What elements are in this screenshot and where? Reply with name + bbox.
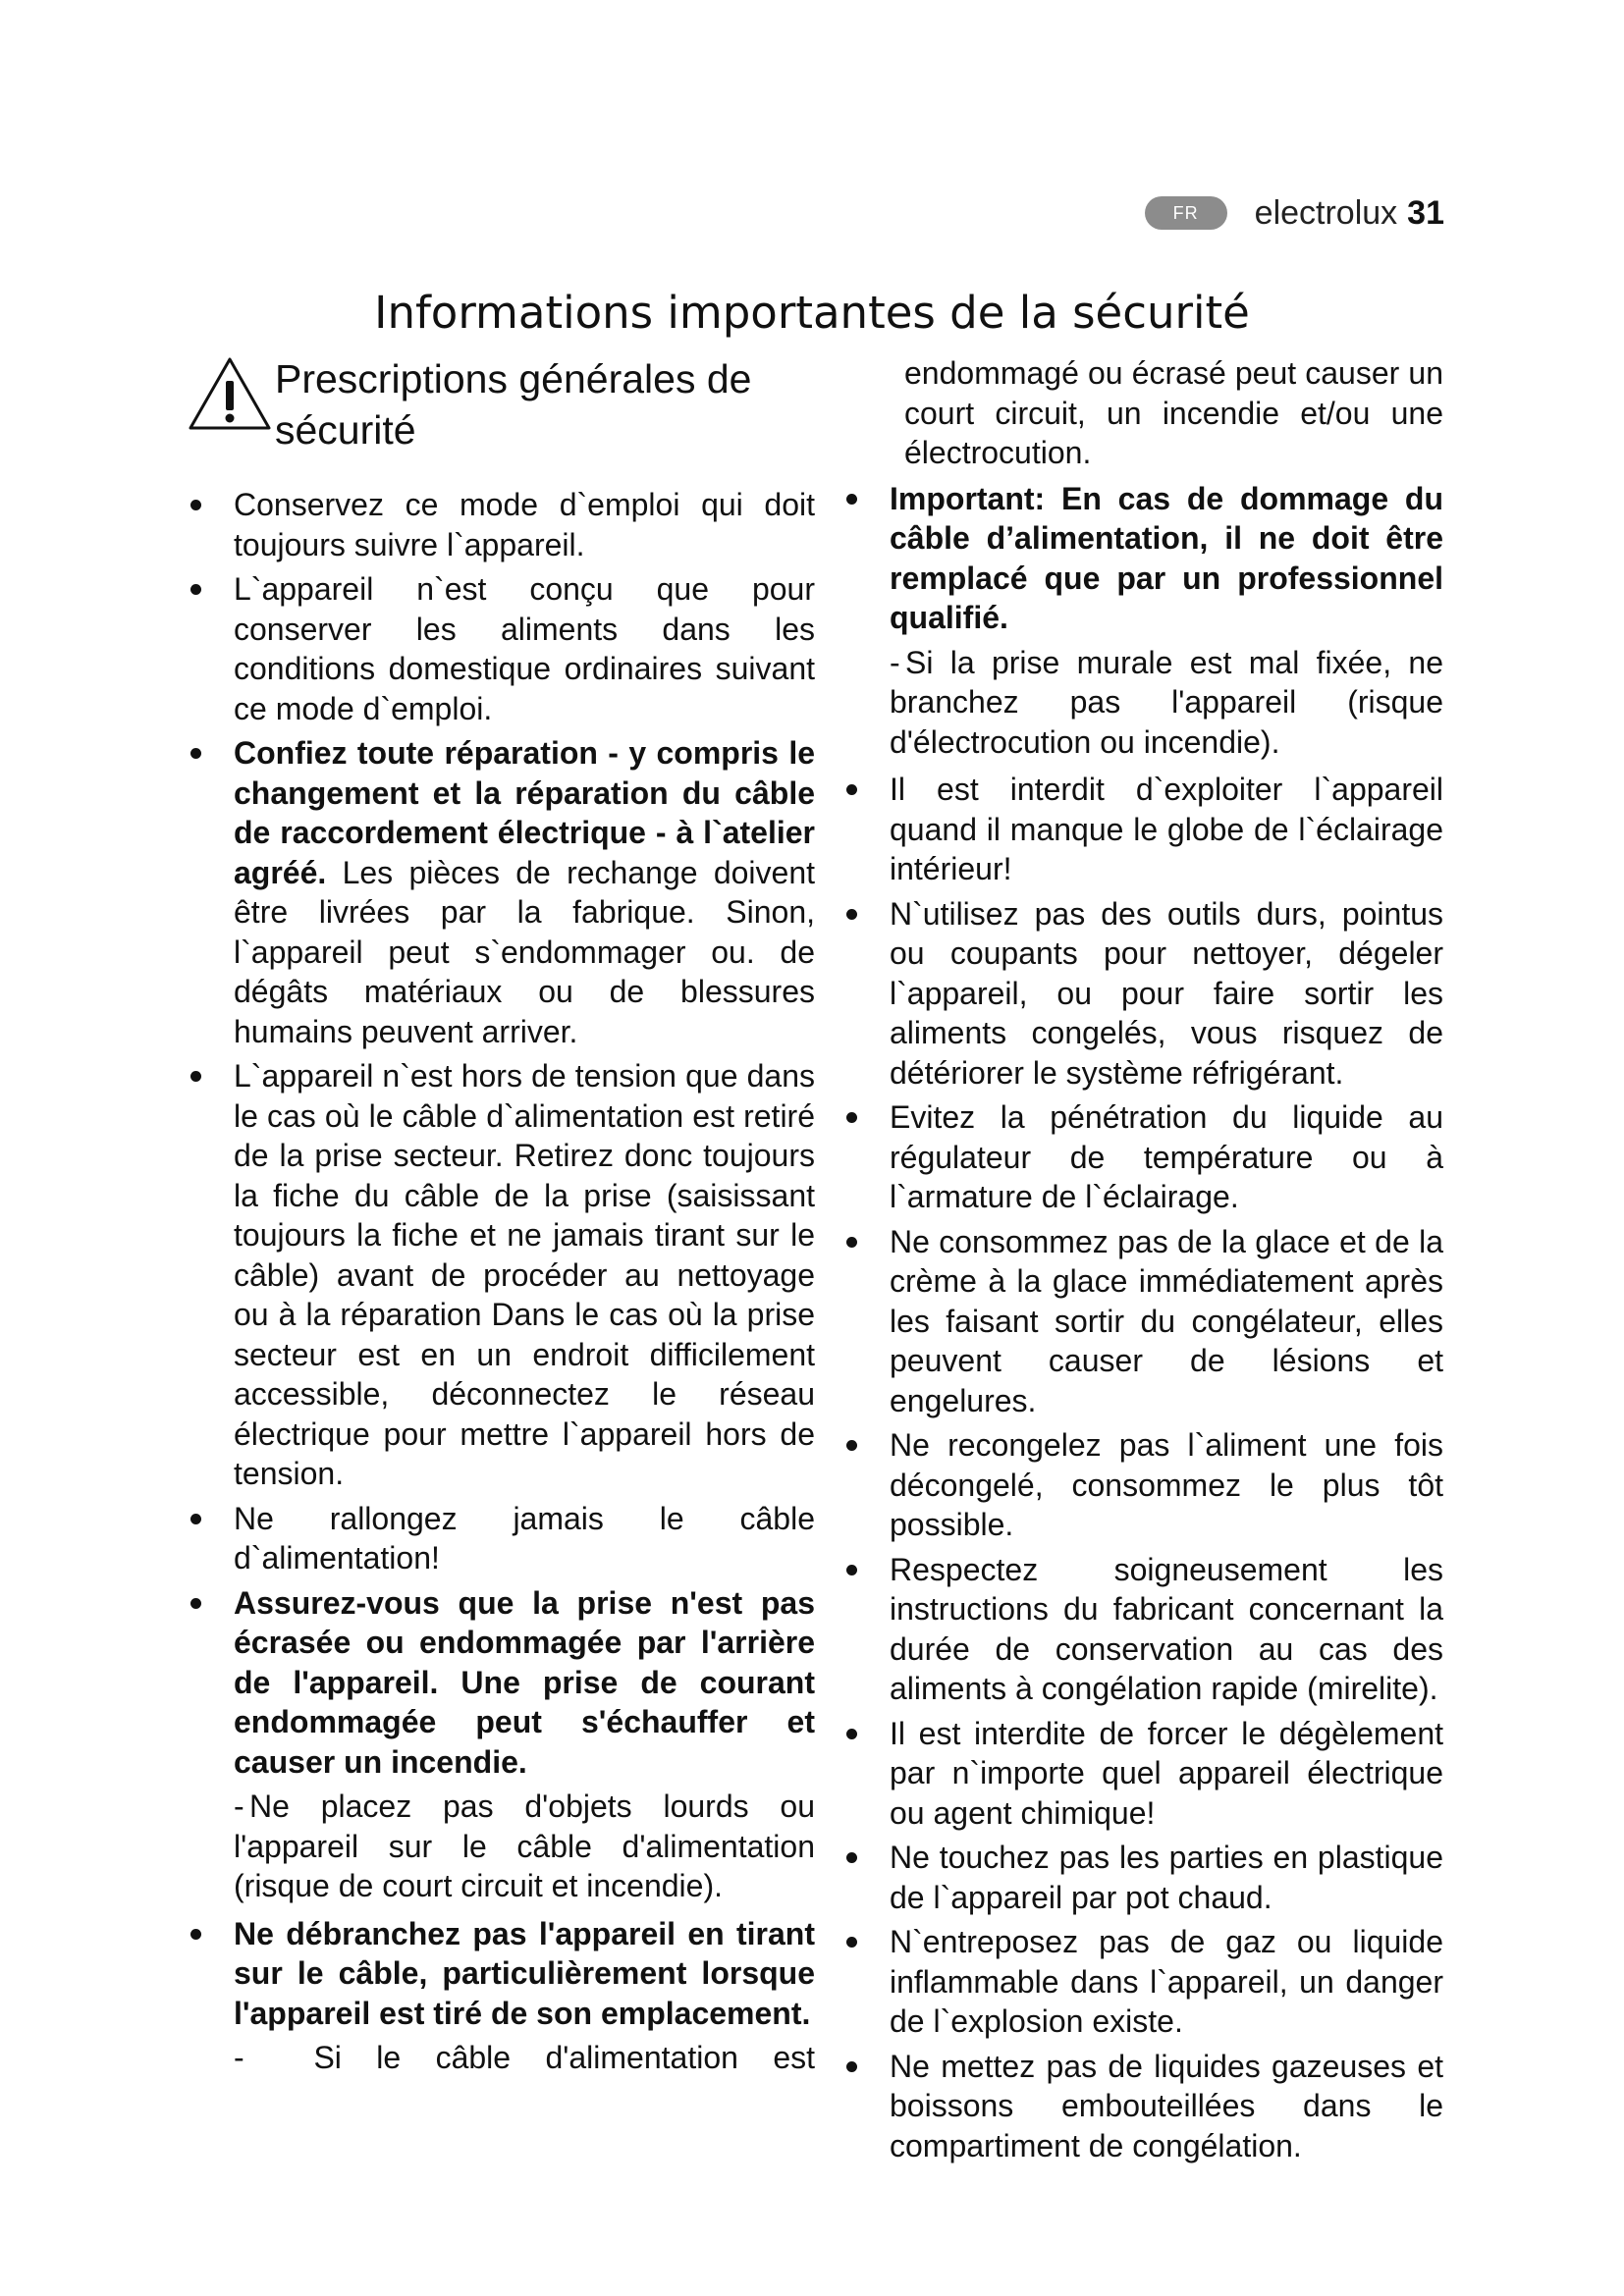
page-number: 31 (1407, 193, 1444, 232)
brand-name: electrolux (1254, 193, 1398, 232)
sub-item: - Ne placez pas d'objets lourds ou l'appareil sur le câble d'alimentation (risque de court circuit et incendie). (234, 1789, 815, 1903)
list-item: Ne rallongez jamais le câble d`alimentation! (187, 1499, 815, 1578)
list-item: Il est interdit d`exploiter l`appareil quand il manque le globe de l`éclairage intérieur! (842, 770, 1443, 889)
list-item: L`appareil n`est conçu que pour conserver les aliments dans les conditions domestique ordinaires suivant ce mode d`emploi. (187, 569, 815, 728)
page-header (1145, 188, 1444, 238)
section-title-line1: Prescriptions générales de (275, 356, 752, 401)
list-item: N`utilisez pas des outils durs, pointus ou coupants pour nettoyer, dégeler l`appareil, ou pour faire sortir les aliments congelés, vous risquez de détériorer le système réfrigérant. (842, 894, 1443, 1094)
list-item: Conservez ce mode d`emploi qui doit toujours suivre l`appareil. (187, 485, 815, 564)
right-bullet-list (842, 479, 1443, 638)
section-heading (187, 353, 815, 455)
sub-item: - Si la prise murale est mal fixée, ne branchez pas l'appareil (risque d'électrocution ou incendie). (890, 644, 1443, 760)
list-item: Assurez-vous que la prise n'est pas écrasée ou endommagée par l'arrière de l'appareil. Une prise de courant endommagée peut s'échauffer et causer un incendie. (187, 1583, 815, 1783)
list-item: L`appareil n`est hors de tension que dans le cas où le câble d`alimentation est retiré de la prise secteur. Retirez donc toujours la fiche du câble de la prise (saisissant toujours la fiche et ne jamais tirant sur le câble) avant de procéder au nettoyage ou à la réparation Dans le cas où la prise secteur est en un endroit difficilement accessible, déconnectez le réseau électrique pour mettre l`appareil hors de tension. (187, 1056, 815, 1494)
list-item: Ne consommez pas de la glace et de la crème à la glace immédiatement après les faisant sortir du congélateur, elles peuvent causer de lésions et engelures. (842, 1222, 1443, 1421)
section-title-line2: sécurité (275, 407, 416, 453)
page-title: Informations importantes de la sécurité (374, 287, 1250, 339)
list-item: Ne recongelez pas l`aliment une fois décongelé, consommez le plus tôt possible. (842, 1425, 1443, 1545)
right-column (842, 353, 1443, 2170)
list-item: Important: En cas de dommage du câble d’alimentation, il ne doit être remplacé que par un professionnel qualifié. (842, 479, 1443, 638)
list-item: Confiez toute réparation - y compris le changement et la réparation du câble de raccordement électrique - à l`atelier agréé. Les pièces de rechange doivent être livrées par la fabrique. Sinon, l`appareil peut s`endommager ou. de dégâts matériaux ou de blessures humains peuvent arriver. (187, 733, 815, 1051)
left-bullet-list (187, 485, 815, 1782)
list-item: Ne touchez pas les parties en plastique de l`appareil par pot chaud. (842, 1838, 1443, 1917)
list-item: N`entreposez pas de gaz ou liquide inflammable dans l`appareil, un danger de l`explosion existe. (842, 1922, 1443, 2042)
list-item: Ne mettez pas de liquides gazeuses et boissons embouteillées dans le compartiment de congélation. (842, 2047, 1443, 2166)
list-item: Evitez la pénétration du liquide au régulateur de température ou à l`armature de l`éclairage. (842, 1097, 1443, 1217)
warning-icon (187, 353, 273, 434)
list-item: Il est interdite de forcer le dégèlement par n`importe quel appareil électrique ou agent chimique! (842, 1714, 1443, 1834)
right-bullet-list-2 (842, 770, 1443, 2165)
language-badge: FR (1145, 196, 1227, 230)
continued-text: endommagé ou écrasé peut causer un court circuit, un incendie et/ou une électrocution. (904, 355, 1443, 470)
list-item: Ne débranchez pas l'appareil en tirant sur le câble, particulièrement lorsque l'appareil est tiré de son emplacement. (187, 1914, 815, 2034)
list-item: Respectez soigneusement les instructions du fabricant concernant la durée de conservation au cas des aliments à congélation rapide (mirelite). (842, 1550, 1443, 1709)
left-column (187, 353, 815, 2086)
sub-item: - Si le câble d'alimentation est (234, 2040, 815, 2075)
